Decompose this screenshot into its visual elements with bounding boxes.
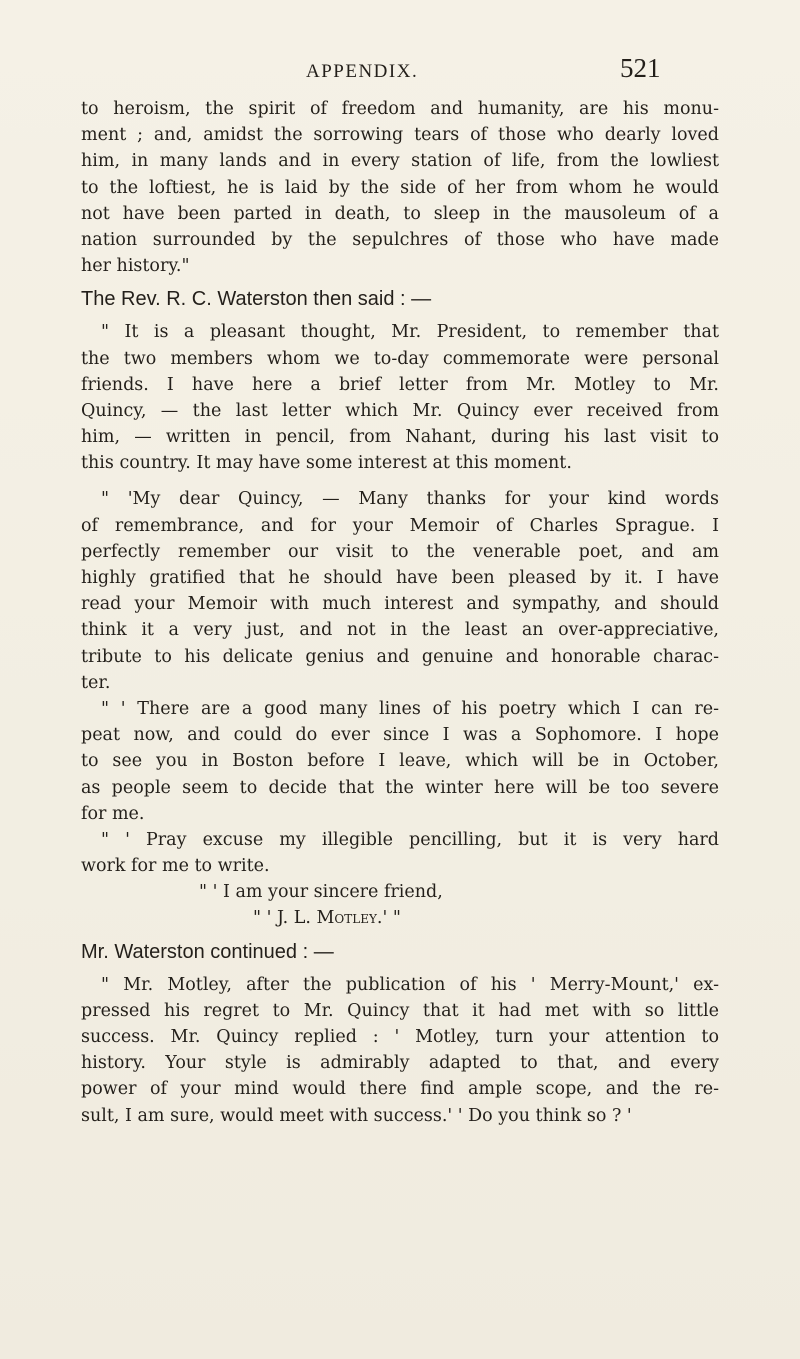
- text-line: to see you in Boston before I leave, which will be in October,: [81, 751, 719, 772]
- text-line: work for me to write.: [81, 856, 270, 877]
- signature-name: " ' J. L. Motley.' ": [253, 908, 401, 929]
- text-line: ment ; and, amidst the sorrowing tears of those who dearly loved: [81, 125, 719, 146]
- text-line: of remembrance, and for your Memoir of Charles Sprague. I: [81, 515, 719, 536]
- paragraph-merry-mount: [81, 972, 719, 1129]
- paragraph-letter-poetry: [81, 696, 719, 827]
- paragraph-gap: [81, 476, 719, 486]
- text-line: friends. I have here a brief letter from Mr. Motley to Mr.: [81, 374, 719, 395]
- text-line: pressed his regret to Mr. Quincy that it had met with so little: [81, 1000, 719, 1021]
- text-line: highly gratified that he should have been pleased by it. I have: [81, 568, 719, 588]
- text-line: read your Memoir with much interest and sympathy, and should: [81, 594, 719, 615]
- running-head: [0, 53, 800, 93]
- text-line: the two members whom we to-day commemorate were personal: [81, 348, 719, 369]
- text-line: " 'My dear Quincy, — Many thanks for your kind words: [101, 489, 719, 510]
- speaker-heading: Mr. Waterston continued : —: [81, 940, 334, 963]
- page-number: 521: [620, 53, 661, 83]
- text-line: peat now, and could do ever since I was a Sophomore. I hope: [81, 725, 719, 746]
- text-line: history. Your style is admirably adapted to that, and every: [81, 1053, 719, 1074]
- text-line: to heroism, the spirit of freedom and humanity, are his monu-: [81, 99, 719, 119]
- text-line: Quincy, — the last letter which Mr. Quincy ever received from: [81, 400, 719, 421]
- signature-closing: " ' I am your sincere friend,: [199, 882, 443, 903]
- paragraph-letter-opening: [81, 486, 719, 696]
- text-line: " Mr. Motley, after the publication of his ' Merry-Mount,' ex-: [101, 974, 719, 995]
- body-text: [81, 96, 719, 1129]
- text-line: for me.: [81, 803, 145, 824]
- text-line: sult, I am sure, would meet with success.' ' Do you think so ? ': [81, 1105, 632, 1126]
- text-line: him, — written in pencil, from Nahant, during his last visit to: [81, 427, 719, 448]
- text-line: as people seem to decide that the winter here will be too severe: [81, 777, 719, 798]
- text-line: not have been parted in death, to sleep in the mausoleum of a: [81, 203, 719, 224]
- text-line: nation surrounded by the sepulchres of those who have made: [81, 229, 719, 250]
- text-line: him, in many lands and in every station of life, from the lowliest: [81, 151, 719, 172]
- text-line: success. Mr. Quincy replied : ' Motley, turn your attention to: [81, 1027, 719, 1047]
- text-line: " It is a pleasant thought, Mr. President, to remember that: [101, 322, 719, 343]
- text-line: ter.: [81, 672, 111, 693]
- text-line: her history.": [81, 256, 190, 277]
- text-line: to the loftiest, he is laid by the side of her from whom he would: [81, 177, 719, 198]
- text-line: perfectly remember our visit to the venerable poet, and am: [81, 541, 719, 562]
- running-title: APPENDIX.: [306, 61, 419, 82]
- text-line: think it a very just, and not in the least an over-appreciative,: [81, 620, 719, 641]
- text-line: tribute to his delicate genius and genuine and honorable charac-: [81, 646, 719, 667]
- paragraph-waterston-intro: [81, 319, 719, 476]
- text-line: " ' There are a good many lines of his poetry which I can re-: [101, 698, 719, 719]
- text-line: " ' Pray excuse my illegible pencilling, but it is very hard: [101, 829, 719, 850]
- letter-signature: [81, 879, 719, 931]
- paragraph-continuation: [81, 96, 719, 279]
- paragraph-letter-excuse: [81, 827, 719, 879]
- text-line: this country. It may have some interest at this moment.: [81, 453, 572, 474]
- speaker-heading: The Rev. R. C. Waterston then said : —: [81, 288, 432, 311]
- text-line: power of your mind would there find ample scope, and the re-: [81, 1079, 719, 1100]
